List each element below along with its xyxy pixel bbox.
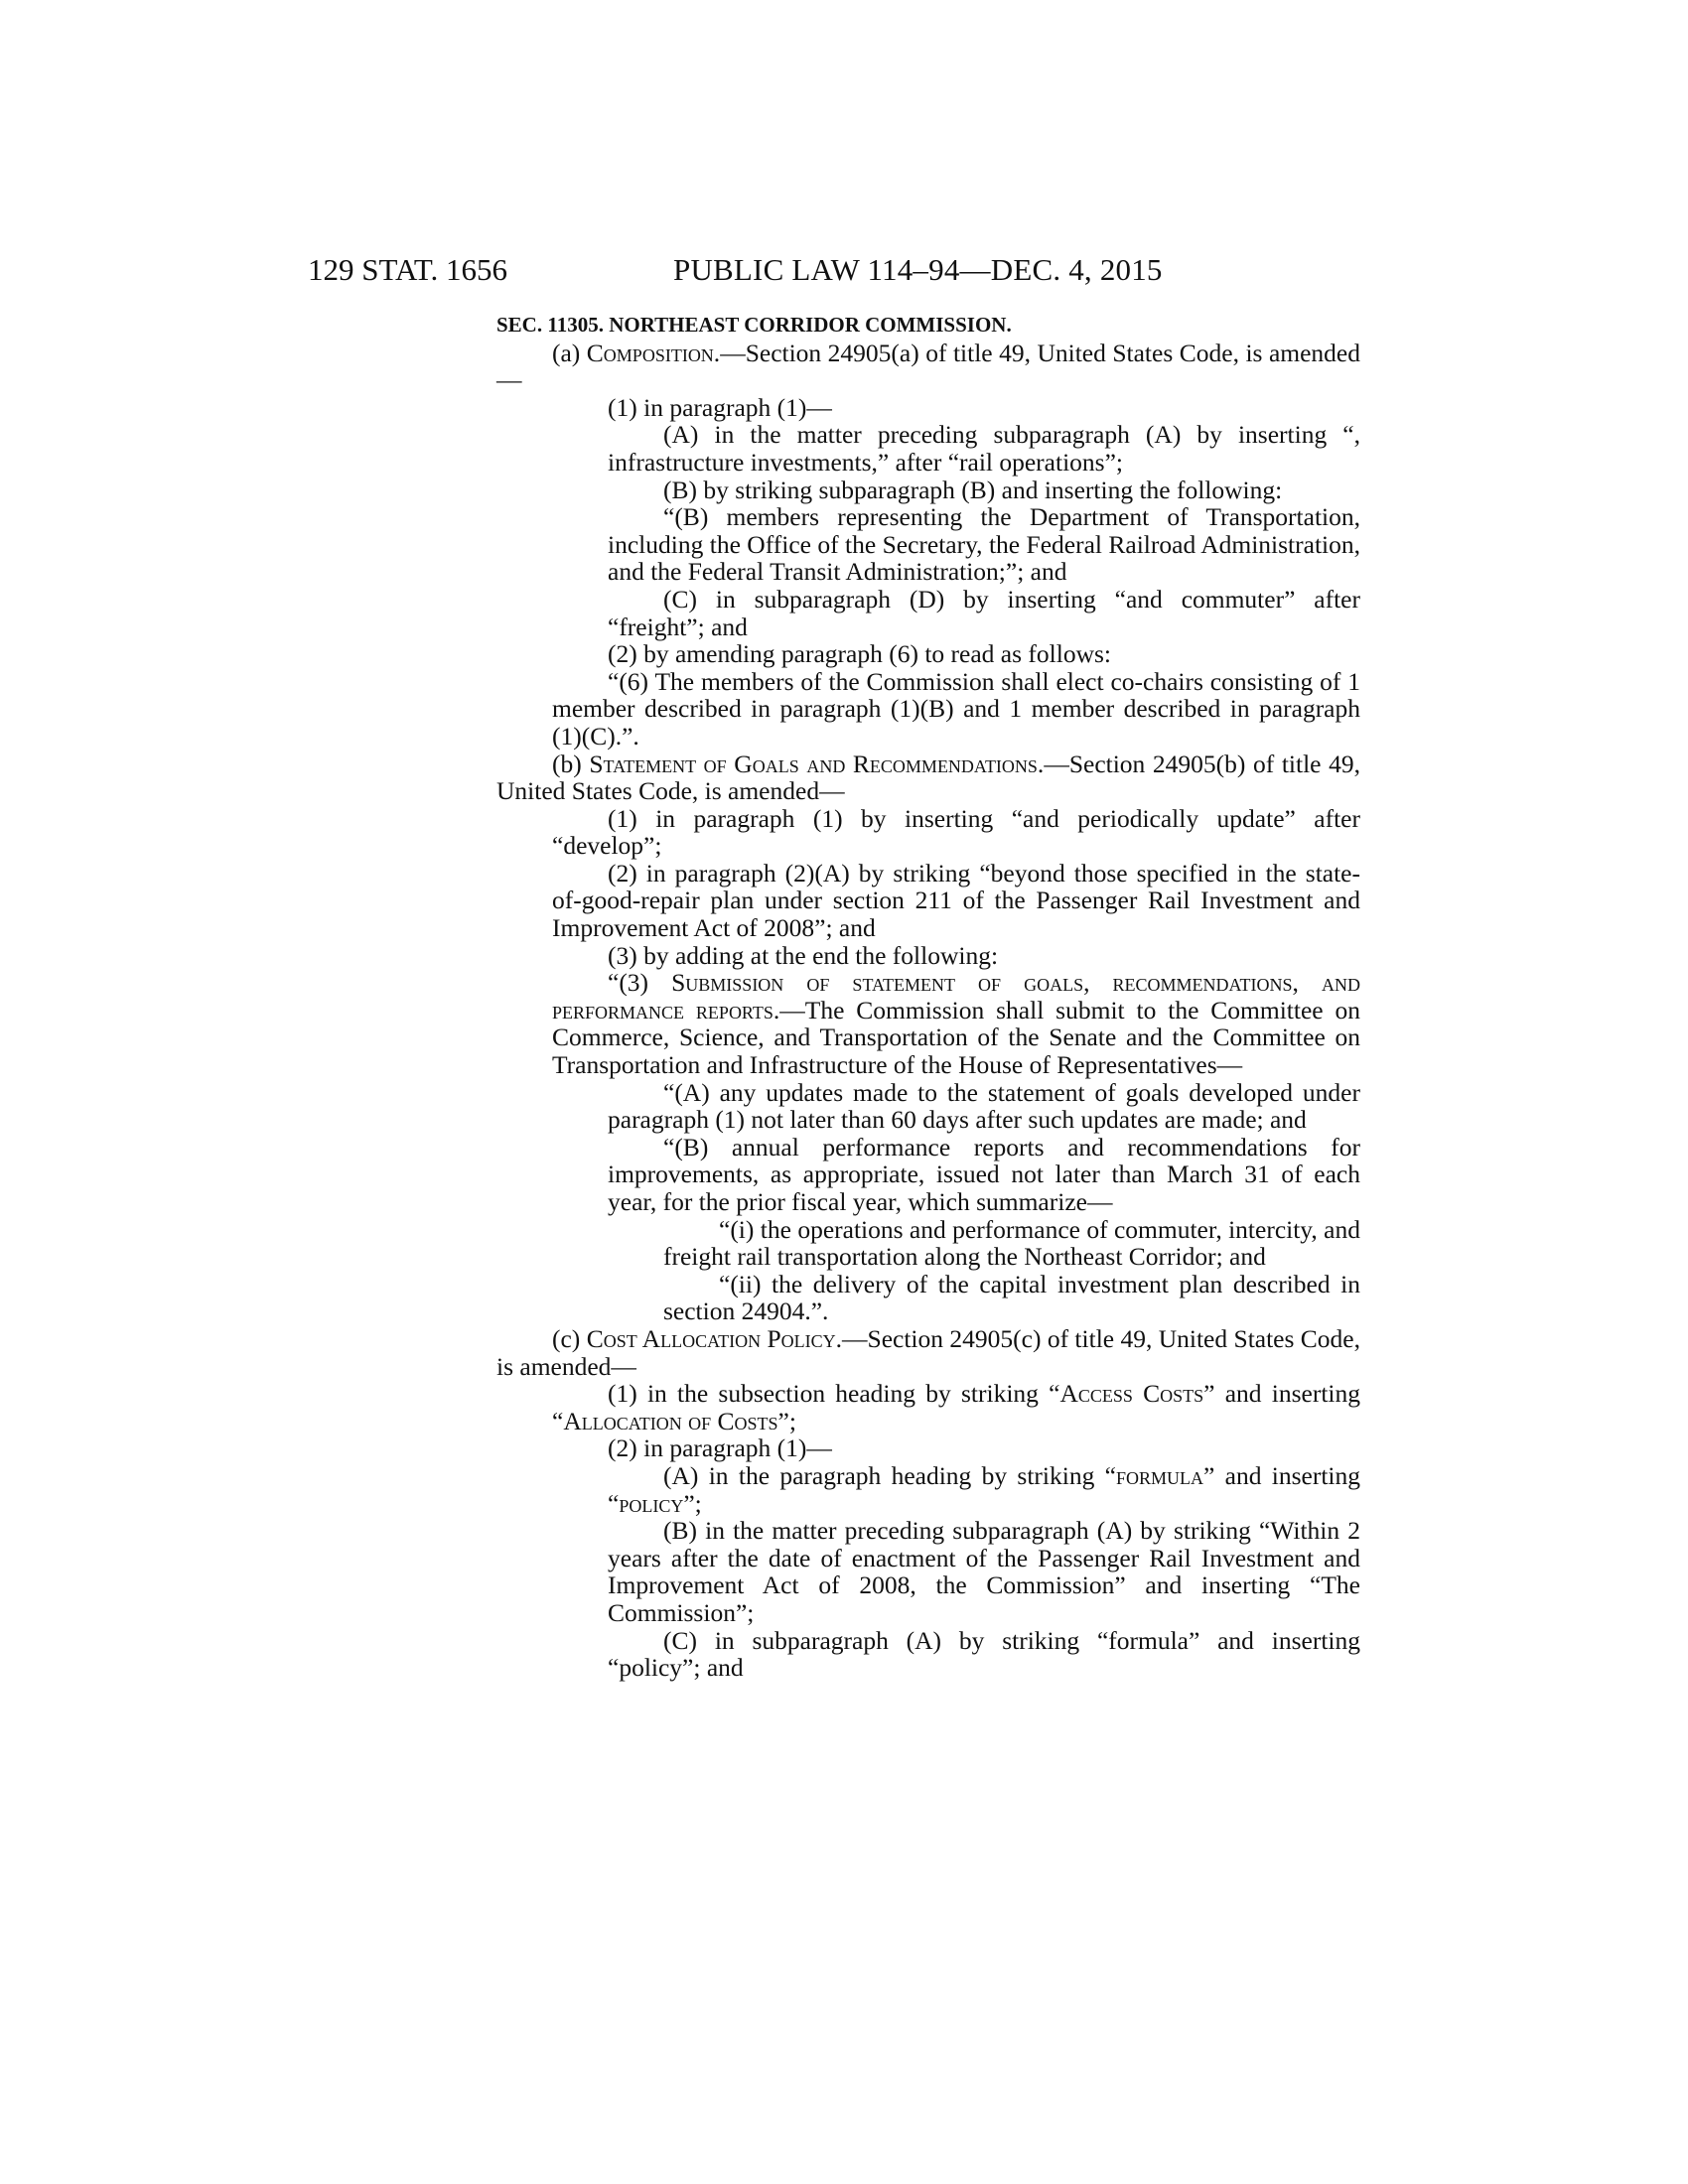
subparagraph-a1B: (B) by striking subparagraph (B) and inserting the following: bbox=[663, 475, 1283, 504]
paragraph-c1-allocation-of-costs: Allocation of Costs bbox=[563, 1406, 778, 1435]
paragraph-c1-access-costs: Access Costs bbox=[1059, 1379, 1204, 1409]
subparagraph-a1A: (A) in the matter preceding subparagraph (A) by inserting “, infrastructure investments,” after “rail operations”; bbox=[608, 420, 1360, 477]
paragraph-a1: (1) in paragraph (1)— bbox=[608, 392, 832, 422]
quoted-paragraph-3 bbox=[496, 969, 1360, 1078]
paragraph-c1-part-b: ” and inserting “ bbox=[552, 1379, 1360, 1435]
paragraph-c1-part-c: ”; bbox=[777, 1406, 796, 1435]
subparagraph-c2A-part-c: ”; bbox=[683, 1488, 702, 1518]
public-law-reference: PUBLIC LAW 114–94—DEC. 4, 2015 bbox=[673, 252, 1163, 287]
paragraph-a2: (2) by amending paragraph (6) to read as follows: bbox=[608, 639, 1111, 669]
subparagraph-c2A bbox=[496, 1462, 1360, 1517]
paragraph-c2: (2) in paragraph (1)— bbox=[608, 1433, 832, 1463]
quoted-clause-i: “(i) the operations and performance of commuter, intercity, and freight rail transportation along the Northeast Corridor; and bbox=[663, 1214, 1360, 1272]
quoted-paragraph-3-text: —The Commission shall submit to the Committee on Commerce, Science, and Transportation of the Senate and the Committee on Transportation and Infrastructure of the House of Representatives— bbox=[552, 995, 1360, 1080]
quoted-subparagraph-B: “(B) members representing the Department of Transportation, including the Office of the Secretary, the Federal Railroad Administration, and the Federal Transit Administration;”; and bbox=[608, 502, 1360, 587]
quoted-paragraph-3-heading: Submission of statement of goals, recommendations, and performance reports. bbox=[552, 968, 1360, 1024]
subparagraph-c2C: (C) in subparagraph (A) by striking “formula” and inserting “policy”; and bbox=[608, 1625, 1360, 1683]
subparagraph-c2A-part-a: (A) in the paragraph heading by striking “ bbox=[663, 1460, 1116, 1490]
statute-page-reference: 129 STAT. 1656 bbox=[308, 252, 508, 287]
subsection-b bbox=[496, 751, 1360, 805]
paragraph-c1 bbox=[496, 1380, 1360, 1434]
subparagraph-c2B: (B) in the matter preceding subparagraph (A) by striking “Within 2 years after the date of enactment of the Passenger Rail Investment and Improvement Act of 2008, the Commission” and inserting “The Commission”; bbox=[608, 1516, 1360, 1627]
subsection-b-text: —Section 24905(b) of title 49, United States Code, is amended— bbox=[496, 749, 1360, 806]
quoted-clause-ii: “(ii) the delivery of the capital investment plan described in section 24904.”. bbox=[663, 1269, 1360, 1326]
subsection-c-text: —Section 24905(c) of title 49, United States Code, is amended— bbox=[496, 1323, 1361, 1381]
quoted-paragraph-3-prefix: “(3) bbox=[608, 968, 672, 998]
subparagraph-c2A-part-b: ” and inserting “ bbox=[608, 1460, 1360, 1518]
subsection-a-text: —Section 24905(a) of title 49, United States Code, is amended— bbox=[496, 338, 1360, 395]
subparagraph-a1C: (C) in subparagraph (D) by inserting “and commuter” after “freight”; and bbox=[608, 584, 1360, 641]
subsection-c-heading: Cost Allocation Policy. bbox=[586, 1323, 843, 1353]
paragraph-b1: (1) in paragraph (1) by inserting “and periodically update” after “develop”; bbox=[552, 803, 1360, 861]
subsection-a-heading: Composition. bbox=[586, 338, 721, 367]
page-header bbox=[308, 250, 1301, 290]
subsection-b-heading: Statement of Goals and Recommendations. bbox=[589, 749, 1045, 778]
paragraph-b2: (2) in paragraph (2)(A) by striking “beyond those specified in the state-of-good-repair plan under section 211 of the Passenger Rail Investment and Improvement Act of 2008”; and bbox=[552, 858, 1360, 943]
paragraph-c1-part-a: (1) in the subsection heading by striking “ bbox=[608, 1379, 1060, 1409]
paragraph-b3: (3) by adding at the end the following: bbox=[608, 940, 999, 970]
quoted-subparagraph-3A: “(A) any updates made to the statement of goals developed under paragraph (1) not later than 60 days after such updates are made; and bbox=[608, 1077, 1360, 1135]
subsection-c-prefix: (c) bbox=[552, 1323, 587, 1353]
quoted-subparagraph-3B: “(B) annual performance reports and recommendations for improvements, as appropriate, issued not later than March 31 of each year, for the prior fiscal year, which summarize— bbox=[608, 1132, 1360, 1216]
subsection-a-prefix: (a) bbox=[552, 338, 587, 367]
subsection-b-prefix: (b) bbox=[552, 749, 590, 778]
subsection-c bbox=[496, 1325, 1360, 1380]
subparagraph-c2A-policy: policy bbox=[619, 1488, 684, 1518]
document-body bbox=[496, 308, 1360, 1682]
section-heading: SEC. 11305. NORTHEAST CORRIDOR COMMISSION. bbox=[496, 313, 1012, 337]
subparagraph-c2A-formula: formula bbox=[1115, 1460, 1203, 1490]
quoted-paragraph-6: “(6) The members of the Commission shall elect co-chairs consisting of 1 member described in paragraph (1)(B) and 1 member described in paragraph (1)(C).”. bbox=[552, 666, 1360, 751]
subsection-a bbox=[496, 340, 1360, 394]
